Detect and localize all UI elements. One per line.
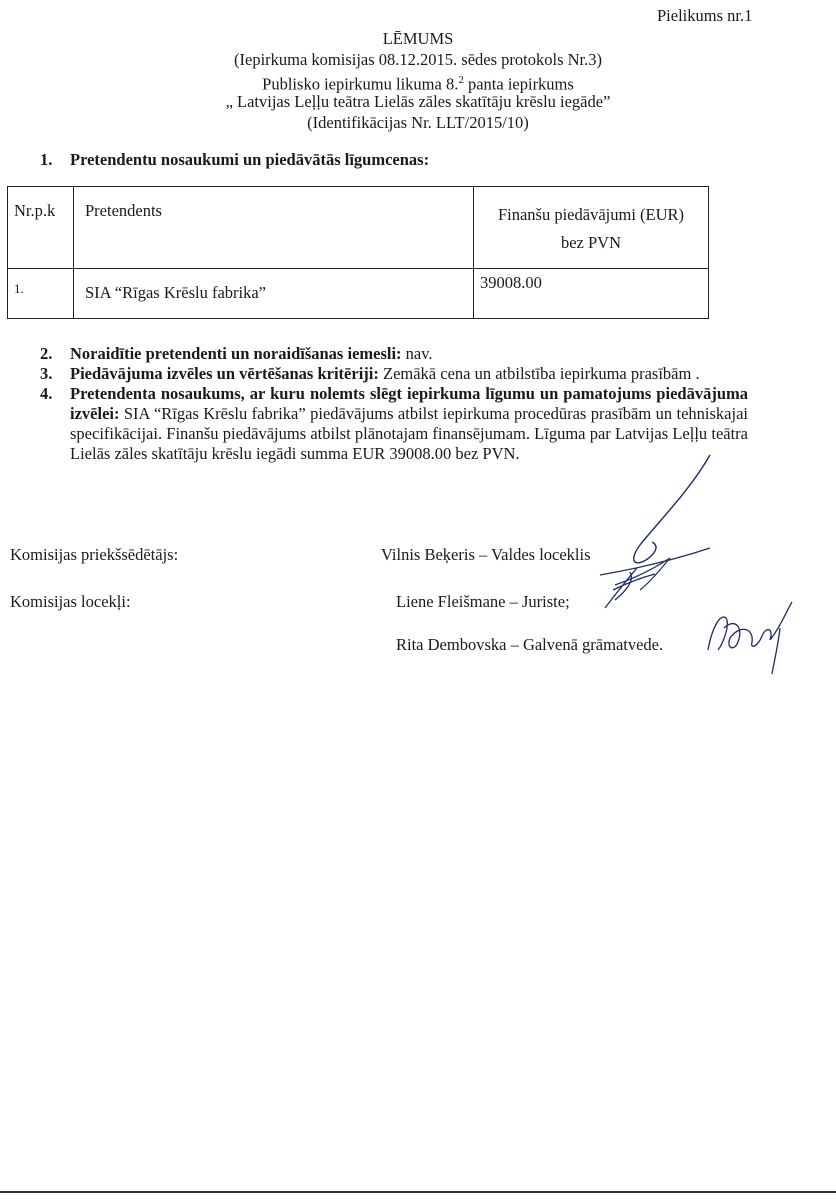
table-row [8, 269, 709, 319]
member-1: Liene Fleišmane – Juriste; [396, 592, 570, 611]
item4-text: SIA “Rīgas Krēslu fabrika” piedāvājums atbilst iepirkuma procedūras prasībām un tehniskajai specifikācijai. Finanšu piedāvājums atbilst plānotajam finansējumam. Līguma par Latvijas Leļļu teātra Lielās zāles skatītāju krēslu iegādi summa EUR 39008.00 bez PVN. [70, 404, 748, 463]
item4-number: 4. [40, 384, 53, 403]
header-finance-line1: Finanšu piedāvājumi (EUR) [497, 205, 685, 224]
law-line-sup: 2 [458, 74, 464, 86]
section1-number: 1. [40, 150, 53, 169]
item2-label: Noraidītie pretendenti un noraidīšanas iemesli: [70, 344, 402, 363]
row-nr [8, 269, 74, 319]
row-finance-text: 39008.00 [480, 273, 542, 292]
item3-text: Zemākā cena un atbilstība iepirkuma prasībām . [378, 364, 700, 383]
procurement-name: „ Latvijas Leļļu teātra Lielās zāles skatītāju krēslu iegāde” [225, 92, 611, 111]
signature-member2-image [700, 598, 800, 678]
law-line-suffix: panta iepirkums [463, 74, 574, 94]
document-title: LĒMUMS [382, 29, 454, 48]
law-line-text: Publisko iepirkumu likuma 8. [262, 74, 459, 94]
row-finance [474, 269, 709, 319]
bids-table [7, 186, 709, 319]
protocol-line: (Iepirkuma komisijas 08.12.2015. sēdes protokols Nr.3) [234, 50, 602, 69]
item3-label: Piedāvājuma izvēles un vērtēšanas kritēriji: [70, 364, 379, 383]
row-nr-text: 1. [14, 281, 24, 296]
annex-label: Pielikums nr.1 [657, 6, 753, 25]
section1-heading: Pretendentu nosaukumi un piedāvātās līgumcenas: [70, 150, 430, 169]
item2-text: nav. [401, 344, 433, 363]
header-nr-text: Nr.p.k [14, 201, 56, 220]
header-nr [8, 187, 74, 269]
chair-name: Vilnis Beķeris – Valdes loceklis [381, 545, 591, 564]
item3-number: 3. [40, 364, 53, 383]
header-finance-line2: bez PVN [560, 233, 622, 252]
header-pretendents-text: Pretendents [85, 201, 162, 220]
signature-member1-image [585, 560, 665, 615]
header-finance [474, 187, 709, 269]
identification-number: (Identifikācijas Nr. LLT/2015/10) [307, 113, 529, 132]
row-pretendents-text: SIA “Rīgas Krēslu fabrika” [85, 283, 266, 302]
members-label: Komisijas locekļi: [10, 592, 131, 611]
header-pretendents [74, 187, 474, 269]
item2-number: 2. [40, 344, 53, 363]
table-header-row [8, 187, 709, 269]
item4-label: Pretendenta nosaukums, ar kuru nolemts slēgt iepirkuma līgumu un pamatojums piedāvājuma izvēlei: [70, 384, 748, 423]
page-bottom-rule [0, 1191, 836, 1193]
row-pretendents [74, 269, 474, 319]
member-2: Rita Dembovska – Galvenā grāmatvede. [396, 635, 664, 654]
chair-label: Komisijas priekšsēdētājs: [10, 545, 179, 564]
